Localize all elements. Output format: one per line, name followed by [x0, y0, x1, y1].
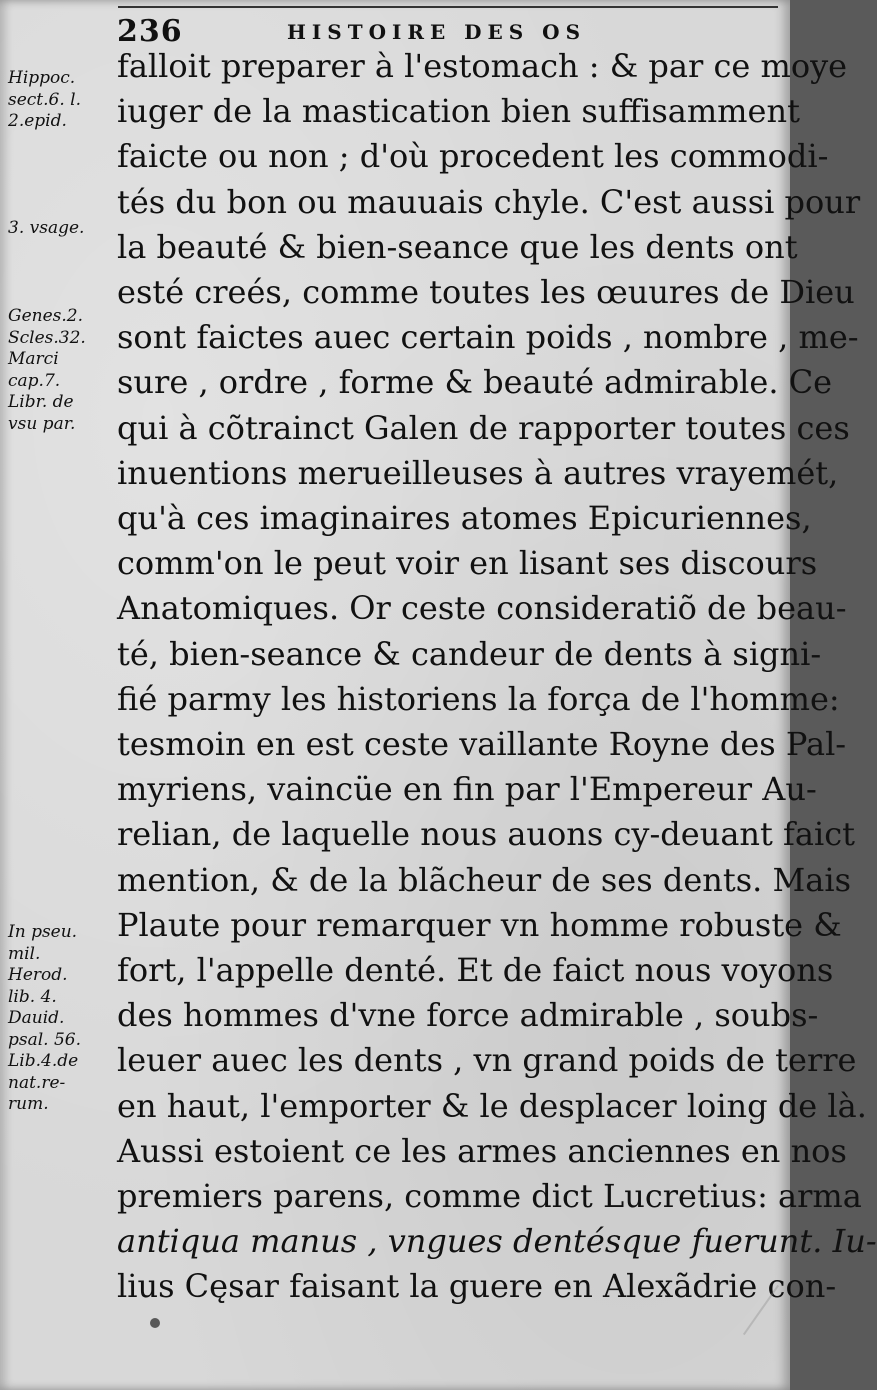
text-line: comm'on le peut voir en lisant ses discours — [117, 544, 818, 583]
text-line: fort, l'appelle denté. Et de faict nous voyons — [117, 951, 834, 990]
margin-note-line: Scles.32. — [8, 327, 86, 348]
text-line: des hommes d'vne force admirable , soubs- — [117, 996, 819, 1035]
text-line: fié parmy les historiens la força de l'homme: — [117, 679, 840, 718]
text-line: sont faictes auec certain poids , nombre , me- — [117, 318, 859, 357]
margin-note-vsage — [8, 218, 112, 240]
text-line: inuentions merueilleuses à autres vrayemét, — [117, 453, 839, 492]
text-line: mention, & de la blãcheur de ses dents. Mais — [117, 860, 851, 899]
text-line: en haut, l'emporter & le desplacer loing de là. — [117, 1086, 867, 1125]
margin-note-line: In pseu. — [8, 922, 78, 942]
margin-note-line: psal. 56. — [8, 1029, 82, 1050]
text-line: antiqua manus , vngues dentésque fuerunt. Iu- — [117, 1222, 877, 1261]
margin-note-line: Marci — [8, 349, 59, 369]
margin-note-hippoc — [8, 68, 112, 133]
margin-note-line: sect.6. l. — [8, 89, 82, 110]
margin-note-in-pseu — [8, 922, 112, 1116]
text-line: sure , ordre , forme & beauté admirable. Ce — [117, 363, 833, 402]
page-number: 236 — [117, 14, 183, 49]
margin-note-genes — [8, 306, 112, 435]
text-line: té, bien-seance & candeur de dents à signi- — [117, 634, 822, 673]
margin-note-line: lib. 4. — [8, 986, 57, 1007]
margin-note-line: rum. — [8, 1094, 49, 1114]
text-line: qui à cõtrainct Galen de rapporter toutes ces — [117, 408, 850, 447]
margin-note-line: mil. — [8, 943, 41, 964]
text-line: relian, de laquelle nous auons cy-deuant faict — [117, 815, 855, 854]
margin-note-line: vsu par. — [8, 413, 76, 434]
margin-note-line: Genes.2. — [8, 306, 83, 326]
text-line: leuer auec les dents , vn grand poids de terre — [117, 1041, 857, 1080]
text-line: Anatomiques. Or ceste consideratiõ de beau- — [117, 589, 847, 628]
margin-note-line: nat.re- — [8, 1072, 66, 1093]
text-line: tés du bon ou mauuais chyle. C'est aussi pour — [117, 182, 861, 221]
margin-note-line: Herod. — [8, 965, 68, 985]
margin-note-line: Libr. de — [8, 392, 74, 412]
text-line: qu'à ces imaginaires atomes Epicuriennes, — [117, 499, 812, 538]
header-rule — [118, 6, 778, 8]
text-line: esté creés, comme toutes les œuures de Dieu — [117, 273, 855, 312]
text-line: lius Cęsar faisant la guere en Alexãdrie con- — [117, 1267, 837, 1306]
text-line: Plaute pour remarquer vn homme robuste & — [117, 905, 842, 944]
text-line: myriens, vaincüe en fin par l'Empereur Au- — [117, 770, 817, 809]
margin-note-line: Lib.4.de — [8, 1051, 79, 1071]
running-head: HISTOIRE DES OS — [287, 20, 587, 44]
margin-note-line: cap.7. — [8, 370, 61, 391]
body-text — [117, 44, 877, 1310]
text-line: falloit preparer à l'estomach : & par ce moye — [117, 47, 848, 85]
text-line: iuger de la mastication bien suffisamment — [117, 92, 800, 131]
margin-note-line: Hippoc. — [8, 68, 76, 88]
margin-note-line: 2.epid. — [8, 111, 67, 131]
margin-note-line: Dauid. — [8, 1008, 65, 1028]
margin-note-line: 3. vsage. — [8, 218, 85, 238]
text-line: faicte ou non ; d'où procedent les commodi- — [117, 137, 829, 176]
text-line: Aussi estoient ce les armes anciennes en nos — [117, 1131, 847, 1170]
text-line: premiers parens, comme dict Lucretius: arma — [117, 1177, 862, 1216]
text-line: tesmoin en est ceste vaillante Royne des Pal- — [117, 725, 847, 764]
text-line: la beauté & bien-seance que les dents ont — [117, 227, 798, 266]
ink-speck — [150, 1318, 160, 1328]
